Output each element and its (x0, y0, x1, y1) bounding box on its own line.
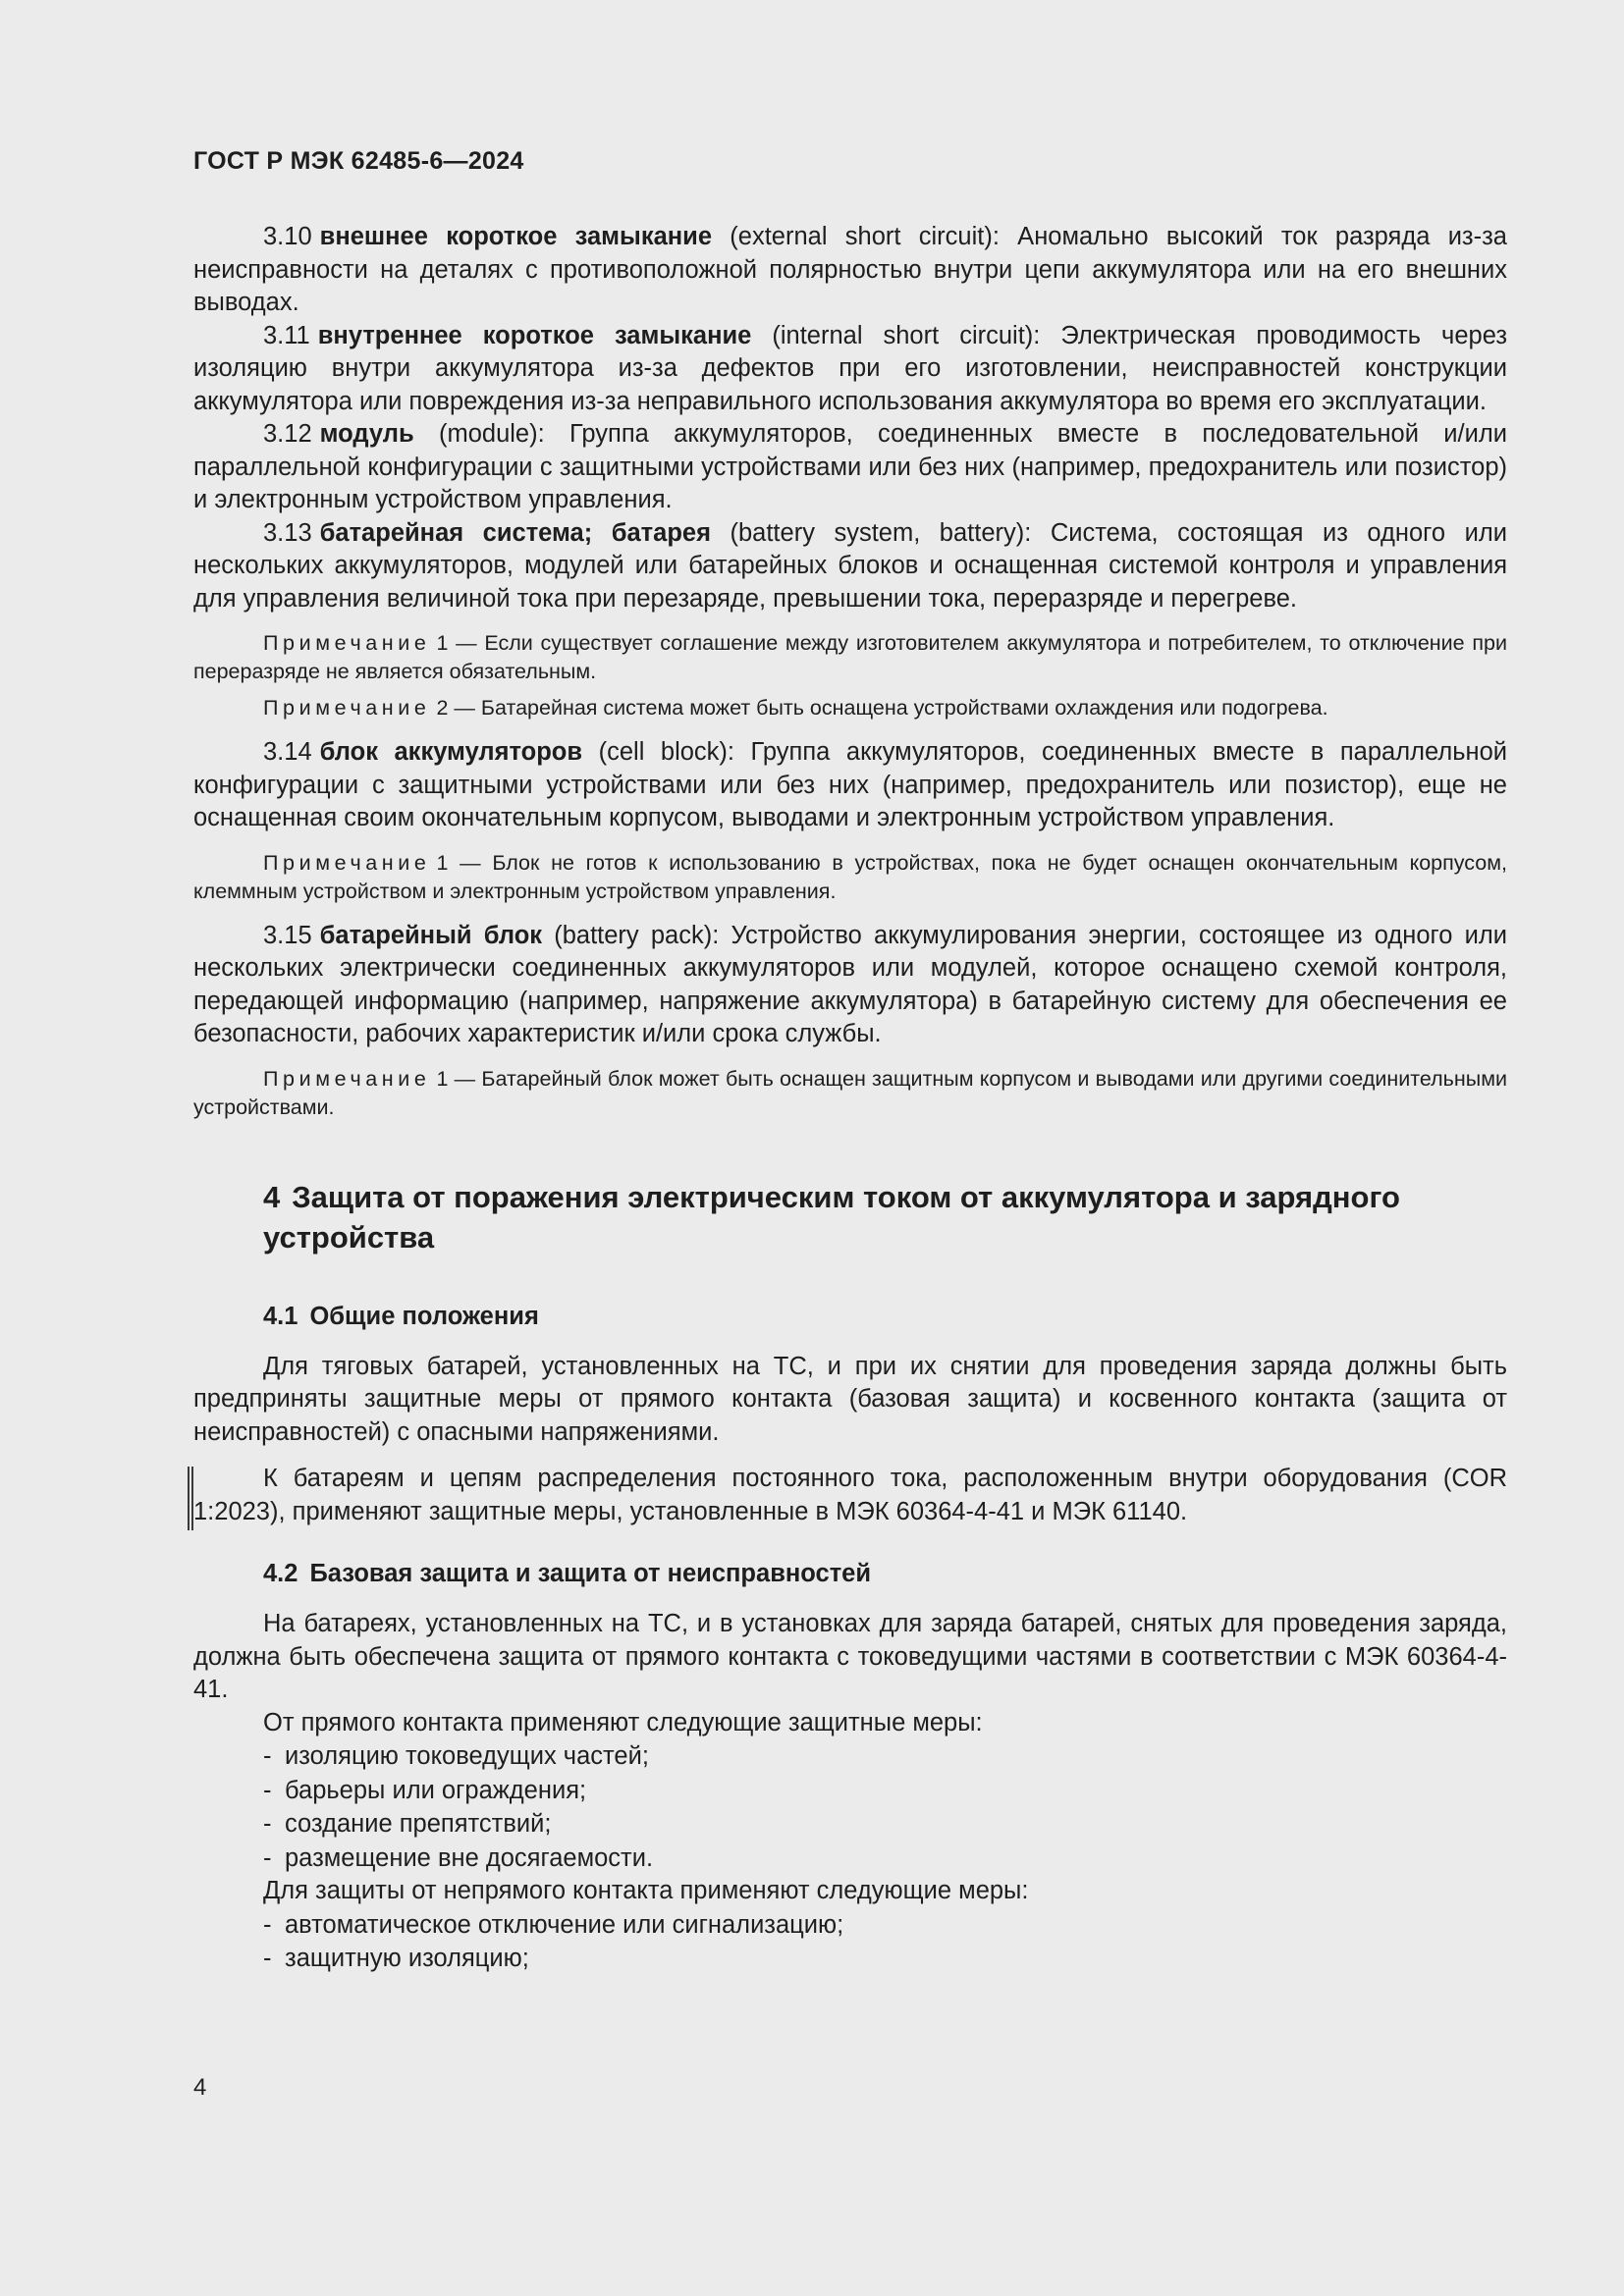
note-text: — Батарейный блок может быть оснащен защитным корпусом и выводами или другими соединительными устройствами. (193, 1066, 1507, 1119)
definition-number: 3.13 (263, 518, 312, 547)
definition-number: 3.10 (263, 223, 312, 250)
page-number: 4 (193, 2074, 207, 2101)
list-item: - изоляцию токоведущих частей; (263, 1742, 649, 1770)
note-text: — Батарейная система может быть оснащена устройствами охлаждения или подогрева. (454, 696, 1328, 720)
definition-text: (external short circuit): Аномально высокий ток разряда из-за неисправности на деталях с противоположной полярностью внутри цепи аккумулятора или на его внешних выводах. (193, 223, 1507, 316)
subsection-title: Общие положения (309, 1302, 539, 1330)
definition-number: 3.15 (263, 921, 312, 949)
note-number: 1 (436, 850, 449, 875)
paragraph-4-1-2: К батареям и цепям распределения постоянного тока, расположенным внутри оборудования (COR 1:2023), применяют защитные меры, установленные в МЭК 60364-4-41 и МЭК 61140. (193, 1465, 1507, 1525)
note-number: 1 (436, 631, 449, 655)
list-item: - размещение вне досягаемости. (263, 1843, 654, 1872)
note-number: 2 (436, 696, 449, 720)
note-label: Примечание (263, 631, 431, 655)
definition-number: 3.12 (263, 420, 312, 448)
section-number: 4 (263, 1179, 281, 1214)
changed-paragraph-block (193, 1463, 1507, 1528)
note-text: — Блок не готов к использованию в устройствах, пока не будет оснащен окончательным корпусом, клеммным устройством и электронным устройством управления. (193, 850, 1507, 903)
list-item: - создание препятствий; (263, 1810, 552, 1838)
note-3-14-1 (193, 849, 1507, 906)
definition-term: модуль (319, 420, 414, 448)
note-3-15-1 (193, 1065, 1507, 1122)
subsection-4-1-heading (193, 1301, 1507, 1333)
list-item: - автоматическое отключение или сигнализацию; (263, 1910, 844, 1939)
definition-term: внутреннее короткое замыкание (317, 321, 752, 349)
document-page (193, 147, 1507, 1976)
definition-3-15 (193, 920, 1507, 1051)
definition-number: 3.11 (263, 321, 310, 349)
note-label: Примечание (263, 850, 431, 875)
definition-text: (battery system, battery): Система, состоящая из одного или нескольких аккумуляторов, модулей или батарейных блоков и оснащенная системой контроля и управления для управления величиной тока при перезаряде, превышении тока, переразряде и перегреве. (193, 518, 1507, 613)
definition-3-13 (193, 517, 1507, 616)
note-label: Примечание (263, 1066, 431, 1091)
list-item: - защитную изоляцию; (263, 1945, 529, 1972)
indirect-contact-intro: Для защиты от непрямого контакта применяют следующие меры: (263, 1877, 1029, 1904)
definition-3-10 (193, 221, 1507, 320)
definition-text: (module): Группа аккумуляторов, соединенных вместе в последовательной и/или параллельной конфигурации с защитными устройствами или без них (например, предохранитель или позистор) и электронным устройством управления. (193, 420, 1507, 513)
subsection-4-2-heading (193, 1558, 1507, 1590)
section-4-heading (193, 1177, 1507, 1257)
definition-text: (internal short circuit): Электрическая проводимость через изоляцию внутри аккумулятора из-за дефектов при его изготовлении, неисправностей конструкции аккумулятора или повреждения из-за неправильного использования аккумулятора во время его эксплуатации. (193, 321, 1508, 415)
paragraph-4-1-1: Для тяговых батарей, установленных на ТС, и при их снятии для проведения заряда должны быть предприняты защитные меры от прямого контакта (базовая защита) и косвенного контакта (защита от неисправностей) с опасными напряжениями. (193, 1352, 1507, 1446)
definition-text: (battery pack): Устройство аккумулирования энергии, состоящее из одного или нескольких электрически соединенных аккумуляторов или модулей, которое оснащено схемой контроля, передающей информацию (например, напряжение аккумулятора) в батарейную систему для обеспечения ее безопасности, рабочих характеристик и/или срока службы. (193, 921, 1507, 1047)
direct-contact-intro: От прямого контакта применяют следующие защитные меры: (263, 1708, 983, 1736)
definition-term: внешнее короткое замыкание (319, 223, 713, 250)
definition-3-11 (193, 320, 1507, 419)
note-text: — Если существует соглашение между изготовителем аккумулятора и потребителем, то отключение при переразряде не является обязательным. (193, 631, 1507, 683)
definition-term: батарейный блок (319, 921, 543, 949)
definition-3-14 (193, 736, 1507, 835)
definition-3-12 (193, 418, 1507, 517)
subsection-title: Базовая защита и защита от неисправностей (309, 1560, 872, 1587)
section-title: Защита от поражения электрическим током от аккумулятора и зарядного устройства (263, 1179, 1400, 1255)
paragraph-4-2-1: На батареях, установленных на ТС, и в установках для заряда батарей, снятых для проведения заряда, должна быть обеспечена защита от прямого контакта с токоведущими частями в соответствии с МЭК 60364-4-41. (193, 1610, 1507, 1703)
subsection-number: 4.2 (263, 1560, 298, 1587)
document-header: ГОСТ Р МЭК 62485-6—2024 (193, 147, 524, 175)
note-number: 1 (436, 1066, 449, 1091)
definition-term: блок аккумуляторов (319, 738, 583, 766)
list-item: - барьеры или ограждения; (263, 1776, 587, 1804)
definition-term: батарейная система; батарея (319, 518, 711, 547)
definition-number: 3.14 (263, 738, 312, 766)
note-3-13-1 (193, 629, 1507, 686)
subsection-number: 4.1 (263, 1302, 298, 1330)
note-3-13-2 (193, 694, 1507, 722)
change-bar (188, 1467, 193, 1530)
note-label: Примечание (263, 696, 431, 720)
definition-text: (cell block): Группа аккумуляторов, соединенных вместе в параллельной конфигурации с защитными устройствами или без них (например, предохранитель или позистор), еще не оснащенная своим окончательным корпусом, выводами и электронным устройством управления. (193, 738, 1507, 831)
